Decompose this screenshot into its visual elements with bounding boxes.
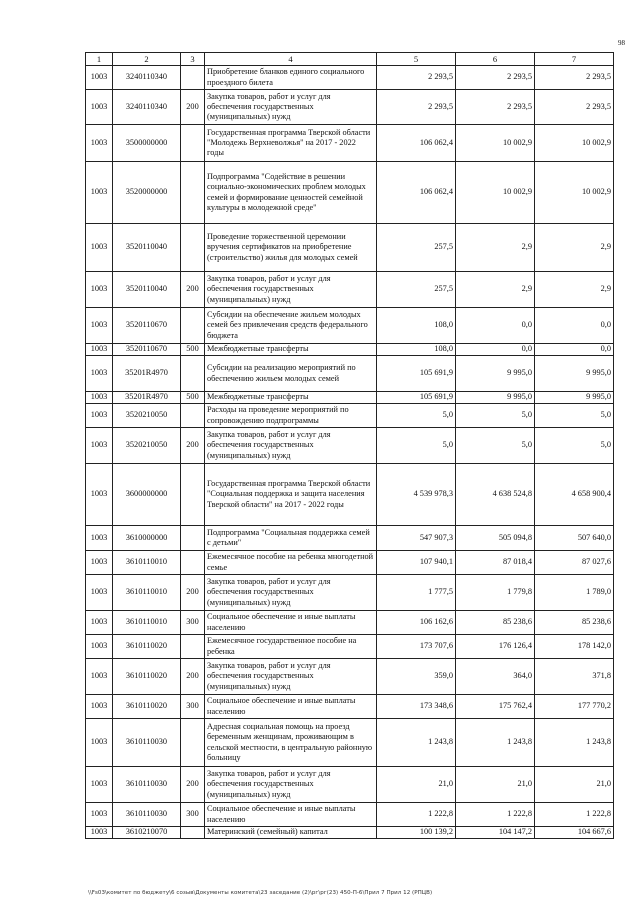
page-number: 98 xyxy=(618,39,625,47)
expense-type-code-cell: 200 xyxy=(181,428,205,464)
amount-col7-cell: 87 027,6 xyxy=(535,551,614,575)
header-cell-2: 2 xyxy=(113,53,181,66)
amount-col6-cell: 10 002,9 xyxy=(456,125,535,162)
amount-col6-cell: 0,0 xyxy=(456,308,535,344)
header-cell-3: 3 xyxy=(181,53,205,66)
amount-col7-cell: 2 293,5 xyxy=(535,66,614,90)
amount-col6-cell: 2 293,5 xyxy=(456,66,535,90)
amount-col7-cell: 10 002,9 xyxy=(535,125,614,162)
expense-name-cell: Социальное обеспечение и иные выплаты населению xyxy=(205,695,377,719)
amount-col5-cell: 105 691,9 xyxy=(377,392,456,404)
table-row xyxy=(86,635,614,659)
amount-col7-cell: 371,8 xyxy=(535,659,614,695)
expense-type-code-cell xyxy=(181,404,205,428)
amount-col6-cell: 87 018,4 xyxy=(456,551,535,575)
table-row xyxy=(86,575,614,611)
target-article-code-cell: 3520110670 xyxy=(113,344,181,356)
expense-type-code-cell: 200 xyxy=(181,767,205,803)
expense-name-cell: Материнский (семейный) капитал xyxy=(205,827,377,839)
file-path-footer: \\Fs03\комитет по бюджету\6 созыв\Документы комитета\23 заседание (2)\рг\рг(23) 450-П-6\Прил 7 Прил 12 (РПЦВ) xyxy=(88,890,433,896)
header-cell-4: 4 xyxy=(205,53,377,66)
amount-col5-cell: 257,5 xyxy=(377,224,456,272)
amount-col7-cell: 0,0 xyxy=(535,344,614,356)
expense-type-code-cell: 500 xyxy=(181,392,205,404)
amount-col6-cell: 1 222,8 xyxy=(456,803,535,827)
table-row xyxy=(86,125,614,162)
amount-col6-cell: 505 094,8 xyxy=(456,526,535,551)
amount-col7-cell: 9 995,0 xyxy=(535,356,614,392)
amount-col5-cell: 5,0 xyxy=(377,428,456,464)
amount-col5-cell: 257,5 xyxy=(377,272,456,308)
table-row xyxy=(86,551,614,575)
target-article-code-cell: 3520110670 xyxy=(113,308,181,344)
target-article-code-cell: 3610110030 xyxy=(113,719,181,767)
amount-col7-cell: 0,0 xyxy=(535,308,614,344)
section-code-cell: 1003 xyxy=(86,695,113,719)
section-code-cell: 1003 xyxy=(86,767,113,803)
expense-type-code-cell xyxy=(181,66,205,90)
expense-type-code-cell: 200 xyxy=(181,575,205,611)
amount-col5-cell: 106 062,4 xyxy=(377,125,456,162)
table-row xyxy=(86,162,614,224)
amount-col5-cell: 108,0 xyxy=(377,308,456,344)
expense-type-code-cell xyxy=(181,635,205,659)
table-row xyxy=(86,526,614,551)
target-article-code-cell: 3500000000 xyxy=(113,125,181,162)
amount-col5-cell: 547 907,3 xyxy=(377,526,456,551)
section-code-cell: 1003 xyxy=(86,66,113,90)
amount-col6-cell: 2 293,5 xyxy=(456,90,535,125)
amount-col6-cell: 5,0 xyxy=(456,428,535,464)
amount-col5-cell: 1 222,8 xyxy=(377,803,456,827)
expense-type-code-cell xyxy=(181,827,205,839)
amount-col5-cell: 5,0 xyxy=(377,404,456,428)
amount-col6-cell: 175 762,4 xyxy=(456,695,535,719)
expense-name-cell: Межбюджетные трансферты xyxy=(205,392,377,404)
expense-name-cell: Социальное обеспечение и иные выплаты населению xyxy=(205,611,377,635)
section-code-cell: 1003 xyxy=(86,308,113,344)
amount-col6-cell: 1 779,8 xyxy=(456,575,535,611)
amount-col7-cell: 10 002,9 xyxy=(535,162,614,224)
expense-name-cell: Расходы на проведение мероприятий по сопровождению подпрограммы xyxy=(205,404,377,428)
amount-col5-cell: 2 293,5 xyxy=(377,90,456,125)
table-row xyxy=(86,224,614,272)
expense-name-cell: Подпрограмма "Содействие в решении социально-экономических проблем молодых семей и формирование ценностей семейной культуры в молодежной среде" xyxy=(205,162,377,224)
target-article-code-cell: 35201R4970 xyxy=(113,356,181,392)
amount-col5-cell: 106 062,4 xyxy=(377,162,456,224)
amount-col7-cell: 178 142,0 xyxy=(535,635,614,659)
table-row xyxy=(86,611,614,635)
expense-type-code-cell xyxy=(181,526,205,551)
expense-type-code-cell: 300 xyxy=(181,611,205,635)
section-code-cell: 1003 xyxy=(86,551,113,575)
expense-name-cell: Закупка товаров, работ и услуг для обеспечения государственных (муниципальных) нужд xyxy=(205,428,377,464)
section-code-cell: 1003 xyxy=(86,428,113,464)
header-cell-5: 5 xyxy=(377,53,456,66)
amount-col6-cell: 21,0 xyxy=(456,767,535,803)
amount-col6-cell: 1 243,8 xyxy=(456,719,535,767)
expense-name-cell: Приобретение бланков единого социального проездного билета xyxy=(205,66,377,90)
amount-col7-cell: 1 243,8 xyxy=(535,719,614,767)
amount-col7-cell: 507 640,0 xyxy=(535,526,614,551)
section-code-cell: 1003 xyxy=(86,464,113,526)
amount-col7-cell: 2,9 xyxy=(535,272,614,308)
amount-col5-cell: 105 691,9 xyxy=(377,356,456,392)
expense-name-cell: Закупка товаров, работ и услуг для обеспечения государственных (муниципальных) нужд xyxy=(205,659,377,695)
amount-col6-cell: 2,9 xyxy=(456,272,535,308)
table-row xyxy=(86,803,614,827)
target-article-code-cell: 3520210050 xyxy=(113,404,181,428)
expense-type-code-cell xyxy=(181,356,205,392)
header-cell-6: 6 xyxy=(456,53,535,66)
target-article-code-cell: 35201R4970 xyxy=(113,392,181,404)
expense-name-cell: Закупка товаров, работ и услуг для обеспечения государственных (муниципальных) нужд xyxy=(205,272,377,308)
expense-type-code-cell: 500 xyxy=(181,344,205,356)
expense-name-cell: Ежемесячное государственное пособие на ребенка xyxy=(205,635,377,659)
amount-col6-cell: 5,0 xyxy=(456,404,535,428)
table-row xyxy=(86,66,614,90)
amount-col7-cell: 5,0 xyxy=(535,428,614,464)
expense-type-code-cell xyxy=(181,162,205,224)
section-code-cell: 1003 xyxy=(86,404,113,428)
budget-table xyxy=(85,52,614,839)
amount-col5-cell: 2 293,5 xyxy=(377,66,456,90)
section-code-cell: 1003 xyxy=(86,575,113,611)
amount-col5-cell: 173 348,6 xyxy=(377,695,456,719)
header-cell-1: 1 xyxy=(86,53,113,66)
table-row xyxy=(86,719,614,767)
expense-type-code-cell xyxy=(181,464,205,526)
target-article-code-cell: 3610110030 xyxy=(113,803,181,827)
expense-type-code-cell xyxy=(181,719,205,767)
expense-name-cell: Межбюджетные трансферты xyxy=(205,344,377,356)
expense-name-cell: Субсидии на обеспечение жильем молодых семей без привлечения средств федерального бюджета xyxy=(205,308,377,344)
amount-col5-cell: 21,0 xyxy=(377,767,456,803)
header-cell-7: 7 xyxy=(535,53,614,66)
target-article-code-cell: 3610110010 xyxy=(113,611,181,635)
target-article-code-cell: 3520210050 xyxy=(113,428,181,464)
table-row xyxy=(86,767,614,803)
expense-type-code-cell xyxy=(181,551,205,575)
expense-type-code-cell: 200 xyxy=(181,272,205,308)
table-row xyxy=(86,344,614,356)
expense-name-cell: Субсидии на реализацию мероприятий по обеспечению жильем молодых семей xyxy=(205,356,377,392)
amount-col6-cell: 0,0 xyxy=(456,344,535,356)
expense-name-cell: Социальное обеспечение и иные выплаты населению xyxy=(205,803,377,827)
table-row xyxy=(86,404,614,428)
amount-col6-cell: 10 002,9 xyxy=(456,162,535,224)
amount-col7-cell: 177 770,2 xyxy=(535,695,614,719)
section-code-cell: 1003 xyxy=(86,392,113,404)
target-article-code-cell: 3520110040 xyxy=(113,224,181,272)
section-code-cell: 1003 xyxy=(86,611,113,635)
expense-name-cell: Ежемесячное пособие на ребенка многодетной семье xyxy=(205,551,377,575)
section-code-cell: 1003 xyxy=(86,344,113,356)
target-article-code-cell: 3520000000 xyxy=(113,162,181,224)
section-code-cell: 1003 xyxy=(86,125,113,162)
expense-type-code-cell: 200 xyxy=(181,90,205,125)
expense-type-code-cell: 200 xyxy=(181,659,205,695)
target-article-code-cell: 3610110020 xyxy=(113,659,181,695)
expense-name-cell: Закупка товаров, работ и услуг для обеспечения государственных (муниципальных) нужд xyxy=(205,767,377,803)
table-row xyxy=(86,308,614,344)
amount-col5-cell: 100 139,2 xyxy=(377,827,456,839)
amount-col7-cell: 85 238,6 xyxy=(535,611,614,635)
amount-col6-cell: 4 638 524,8 xyxy=(456,464,535,526)
target-article-code-cell: 3610000000 xyxy=(113,526,181,551)
table-header-row xyxy=(86,53,614,66)
amount-col6-cell: 176 126,4 xyxy=(456,635,535,659)
section-code-cell: 1003 xyxy=(86,526,113,551)
expense-type-code-cell xyxy=(181,308,205,344)
expense-type-code-cell xyxy=(181,125,205,162)
target-article-code-cell: 3600000000 xyxy=(113,464,181,526)
target-article-code-cell: 3610110030 xyxy=(113,767,181,803)
expense-name-cell: Государственная программа Тверской области "Социальная поддержка и защита населения Тверской области" на 2017 - 2022 годы xyxy=(205,464,377,526)
section-code-cell: 1003 xyxy=(86,356,113,392)
amount-col7-cell: 2,9 xyxy=(535,224,614,272)
amount-col5-cell: 1 243,8 xyxy=(377,719,456,767)
target-article-code-cell: 3240110340 xyxy=(113,90,181,125)
table-row xyxy=(86,428,614,464)
amount-col7-cell: 1 789,0 xyxy=(535,575,614,611)
amount-col5-cell: 359,0 xyxy=(377,659,456,695)
target-article-code-cell: 3610210070 xyxy=(113,827,181,839)
expense-name-cell: Подпрограмма "Социальная поддержка семей с детьми" xyxy=(205,526,377,551)
amount-col6-cell: 364,0 xyxy=(456,659,535,695)
amount-col5-cell: 4 539 978,3 xyxy=(377,464,456,526)
section-code-cell: 1003 xyxy=(86,224,113,272)
amount-col5-cell: 106 162,6 xyxy=(377,611,456,635)
amount-col5-cell: 1 777,5 xyxy=(377,575,456,611)
amount-col6-cell: 2,9 xyxy=(456,224,535,272)
expense-name-cell: Государственная программа Тверской области "Молодежь Верхневолжья" на 2017 - 2022 годы xyxy=(205,125,377,162)
table-row xyxy=(86,659,614,695)
section-code-cell: 1003 xyxy=(86,803,113,827)
target-article-code-cell: 3610110010 xyxy=(113,551,181,575)
amount-col5-cell: 173 707,6 xyxy=(377,635,456,659)
section-code-cell: 1003 xyxy=(86,635,113,659)
section-code-cell: 1003 xyxy=(86,162,113,224)
amount-col7-cell: 5,0 xyxy=(535,404,614,428)
section-code-cell: 1003 xyxy=(86,90,113,125)
amount-col5-cell: 107 940,1 xyxy=(377,551,456,575)
expense-name-cell: Проведение торжественной церемонии вручения сертификатов на приобретение (строительство) жилья для молодых семей xyxy=(205,224,377,272)
expense-type-code-cell: 300 xyxy=(181,803,205,827)
target-article-code-cell: 3520110040 xyxy=(113,272,181,308)
expense-name-cell: Адресная социальная помощь на проезд беременным женщинам, проживающим в сельской местности, в центральную районную больницу xyxy=(205,719,377,767)
amount-col7-cell: 2 293,5 xyxy=(535,90,614,125)
table-row xyxy=(86,356,614,392)
section-code-cell: 1003 xyxy=(86,659,113,695)
table-row xyxy=(86,827,614,839)
table-row xyxy=(86,90,614,125)
table-row xyxy=(86,272,614,308)
table-row xyxy=(86,464,614,526)
section-code-cell: 1003 xyxy=(86,272,113,308)
amount-col6-cell: 9 995,0 xyxy=(456,356,535,392)
target-article-code-cell: 3610110020 xyxy=(113,695,181,719)
amount-col6-cell: 104 147,2 xyxy=(456,827,535,839)
amount-col7-cell: 1 222,8 xyxy=(535,803,614,827)
amount-col6-cell: 85 238,6 xyxy=(456,611,535,635)
expense-name-cell: Закупка товаров, работ и услуг для обеспечения государственных (муниципальных) нужд xyxy=(205,90,377,125)
amount-col7-cell: 104 667,6 xyxy=(535,827,614,839)
amount-col5-cell: 108,0 xyxy=(377,344,456,356)
expense-type-code-cell: 300 xyxy=(181,695,205,719)
section-code-cell: 1003 xyxy=(86,719,113,767)
amount-col7-cell: 21,0 xyxy=(535,767,614,803)
target-article-code-cell: 3240110340 xyxy=(113,66,181,90)
expense-name-cell: Закупка товаров, работ и услуг для обеспечения государственных (муниципальных) нужд xyxy=(205,575,377,611)
expense-type-code-cell xyxy=(181,224,205,272)
table-row xyxy=(86,392,614,404)
target-article-code-cell: 3610110020 xyxy=(113,635,181,659)
section-code-cell: 1003 xyxy=(86,827,113,839)
target-article-code-cell: 3610110010 xyxy=(113,575,181,611)
amount-col7-cell: 4 658 900,4 xyxy=(535,464,614,526)
table-row xyxy=(86,695,614,719)
amount-col6-cell: 9 995,0 xyxy=(456,392,535,404)
amount-col7-cell: 9 995,0 xyxy=(535,392,614,404)
